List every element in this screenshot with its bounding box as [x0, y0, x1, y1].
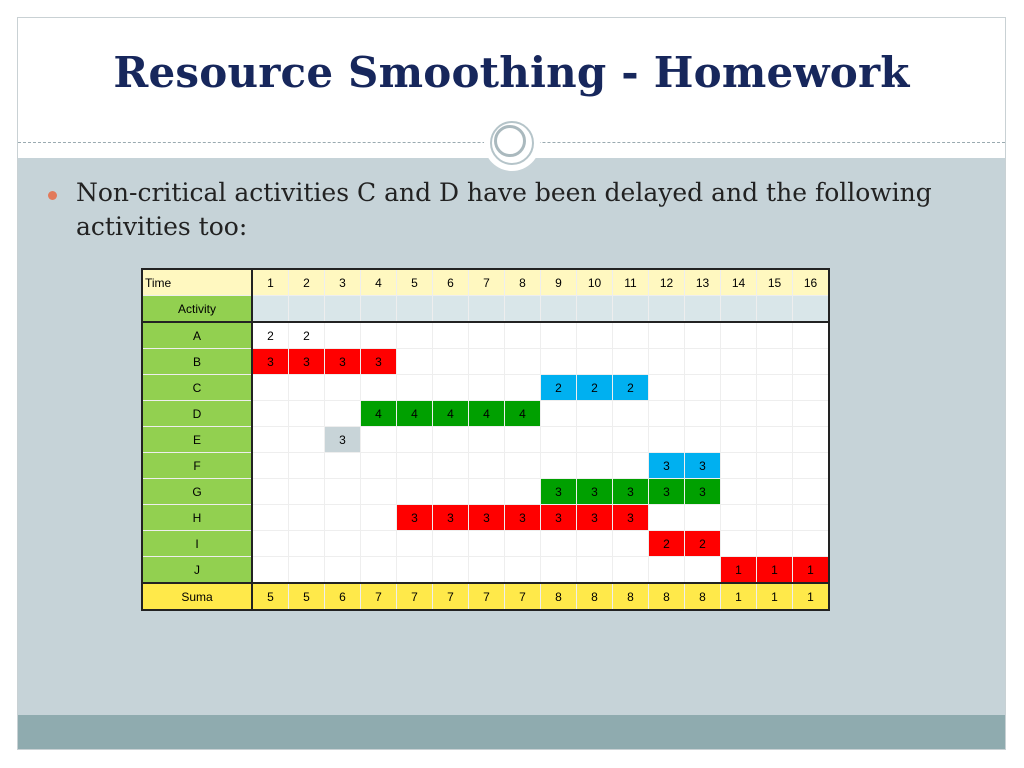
activity-name: E [142, 427, 252, 453]
sum-cell: 8 [649, 583, 685, 610]
resource-cell [757, 401, 793, 427]
resource-cell [541, 453, 577, 479]
resource-cell [505, 557, 541, 584]
resource-cell [613, 322, 649, 349]
activity-name: H [142, 505, 252, 531]
resource-cell [649, 322, 685, 349]
resource-cell: 2 [613, 375, 649, 401]
resource-cell [397, 479, 433, 505]
resource-cell [252, 427, 289, 453]
resource-cell [649, 401, 685, 427]
resource-cell [541, 427, 577, 453]
period-header-12: 12 [649, 269, 685, 296]
resource-cell [541, 349, 577, 375]
resource-cell [433, 479, 469, 505]
resource-cell [685, 322, 721, 349]
resource-cell: 3 [325, 427, 361, 453]
resource-cell: 1 [721, 557, 757, 584]
resource-cell [252, 453, 289, 479]
activity-header-blank [757, 296, 793, 323]
activity-row-a [142, 322, 829, 349]
resource-cell [793, 479, 830, 505]
resource-cell [793, 375, 830, 401]
resource-cell: 3 [541, 505, 577, 531]
period-header-4: 4 [361, 269, 397, 296]
activity-header-blank [577, 296, 613, 323]
resource-cell: 3 [505, 505, 541, 531]
resource-cell [685, 427, 721, 453]
sum-row [142, 583, 829, 610]
resource-cell [397, 322, 433, 349]
resource-cell [252, 479, 289, 505]
resource-cell [361, 375, 397, 401]
resource-cell [505, 349, 541, 375]
sum-cell: 8 [577, 583, 613, 610]
resource-cell [289, 427, 325, 453]
activity-row-b [142, 349, 829, 375]
activity-name: J [142, 557, 252, 584]
activity-row-e [142, 427, 829, 453]
resource-cell [361, 531, 397, 557]
resource-cell: 4 [433, 401, 469, 427]
resource-cell [577, 401, 613, 427]
resource-cell [325, 401, 361, 427]
resource-cell [252, 375, 289, 401]
resource-cell [469, 479, 505, 505]
activity-name: B [142, 349, 252, 375]
activity-name: D [142, 401, 252, 427]
resource-cell: 3 [433, 505, 469, 531]
resource-cell [793, 531, 830, 557]
resource-cell: 3 [577, 505, 613, 531]
resource-cell: 3 [685, 453, 721, 479]
resource-cell: 3 [397, 505, 433, 531]
activity-name: C [142, 375, 252, 401]
resource-cell: 2 [252, 322, 289, 349]
activity-name: G [142, 479, 252, 505]
sum-cell: 8 [685, 583, 721, 610]
resource-cell [721, 322, 757, 349]
sum-cell: 8 [541, 583, 577, 610]
resource-cell [397, 557, 433, 584]
resource-cell [397, 427, 433, 453]
sum-cell: 1 [793, 583, 830, 610]
resource-cell [397, 375, 433, 401]
resource-cell: 3 [289, 349, 325, 375]
resource-cell [613, 401, 649, 427]
period-header-13: 13 [685, 269, 721, 296]
activity-header-blank [252, 296, 289, 323]
sum-cell: 7 [361, 583, 397, 610]
resource-cell [289, 557, 325, 584]
resource-cell [721, 401, 757, 427]
ornament-inner-ring [494, 125, 526, 157]
sum-cell: 6 [325, 583, 361, 610]
resource-cell [325, 479, 361, 505]
resource-cell [325, 505, 361, 531]
activity-header-blank [793, 296, 830, 323]
resource-cell [433, 453, 469, 479]
activity-header-blank [289, 296, 325, 323]
resource-cell [649, 505, 685, 531]
resource-cell [649, 557, 685, 584]
period-header-10: 10 [577, 269, 613, 296]
period-header-2: 2 [289, 269, 325, 296]
sum-cell: 7 [469, 583, 505, 610]
resource-cell [721, 453, 757, 479]
resource-cell [252, 505, 289, 531]
resource-cell [325, 531, 361, 557]
activity-header-blank [397, 296, 433, 323]
resource-cell [613, 453, 649, 479]
resource-cell [757, 322, 793, 349]
resource-cell [793, 453, 830, 479]
sum-cell: 7 [505, 583, 541, 610]
resource-cell: 2 [685, 531, 721, 557]
resource-cell [505, 322, 541, 349]
period-header-1: 1 [252, 269, 289, 296]
resource-cell [757, 375, 793, 401]
activity-row-h [142, 505, 829, 531]
activity-header-blank [649, 296, 685, 323]
period-header-5: 5 [397, 269, 433, 296]
resource-cell [325, 375, 361, 401]
activity-header-blank [361, 296, 397, 323]
resource-cell: 3 [577, 479, 613, 505]
bullet-text: Non-critical activities C and D have been delayed and the following activities too: [76, 178, 932, 241]
resource-cell [721, 349, 757, 375]
activity-row-c [142, 375, 829, 401]
resource-cell [757, 531, 793, 557]
sum-label: Suma [142, 583, 252, 610]
resource-cell [649, 375, 685, 401]
resource-cell [505, 427, 541, 453]
resource-cell [325, 557, 361, 584]
resource-cell [361, 322, 397, 349]
resource-cell: 3 [685, 479, 721, 505]
resource-cell [613, 349, 649, 375]
resource-cell [685, 375, 721, 401]
resource-cell [433, 427, 469, 453]
resource-cell [685, 401, 721, 427]
resource-cell [793, 505, 830, 531]
resource-cell: 4 [397, 401, 433, 427]
resource-cell [649, 349, 685, 375]
resource-cell [613, 557, 649, 584]
period-header-16: 16 [793, 269, 830, 296]
resource-cell [721, 531, 757, 557]
activity-row-g [142, 479, 829, 505]
resource-cell [757, 453, 793, 479]
resource-cell: 4 [361, 401, 397, 427]
resource-cell: 3 [541, 479, 577, 505]
resource-cell [577, 453, 613, 479]
activity-row-f [142, 453, 829, 479]
resource-cell [541, 401, 577, 427]
sum-cell: 5 [289, 583, 325, 610]
resource-cell [721, 479, 757, 505]
sum-cell: 7 [397, 583, 433, 610]
resource-cell [361, 505, 397, 531]
resource-cell [433, 349, 469, 375]
resource-cell: 4 [505, 401, 541, 427]
activity-row-j [142, 557, 829, 584]
activity-label: Activity [142, 296, 252, 323]
slide [17, 17, 1006, 750]
resource-cell [469, 322, 505, 349]
period-header-6: 6 [433, 269, 469, 296]
resource-cell [757, 427, 793, 453]
activity-header-blank [613, 296, 649, 323]
resource-cell: 3 [613, 505, 649, 531]
resource-cell: 3 [649, 453, 685, 479]
sum-cell: 7 [433, 583, 469, 610]
resource-cell: 2 [577, 375, 613, 401]
activity-label-row [142, 296, 829, 323]
resource-cell: 3 [469, 505, 505, 531]
header-row [142, 269, 829, 296]
resource-cell: 2 [541, 375, 577, 401]
resource-cell [793, 322, 830, 349]
resource-cell [757, 505, 793, 531]
resource-cell [289, 401, 325, 427]
resource-cell: 3 [361, 349, 397, 375]
resource-cell: 3 [325, 349, 361, 375]
activity-row-d [142, 401, 829, 427]
resource-cell [577, 322, 613, 349]
activity-header-blank [541, 296, 577, 323]
resource-cell [685, 505, 721, 531]
slide-title: Resource Smoothing - Homework [113, 48, 910, 97]
resource-cell [469, 375, 505, 401]
activity-header-blank [685, 296, 721, 323]
resource-cell [613, 531, 649, 557]
activity-header-blank [469, 296, 505, 323]
resource-cell: 2 [289, 322, 325, 349]
resource-cell: 3 [252, 349, 289, 375]
resource-cell [685, 349, 721, 375]
resource-cell [577, 349, 613, 375]
resource-cell [721, 505, 757, 531]
resource-cell [289, 375, 325, 401]
resource-cell [613, 427, 649, 453]
period-header-8: 8 [505, 269, 541, 296]
resource-cell [505, 453, 541, 479]
resource-cell [325, 322, 361, 349]
resource-cell [577, 427, 613, 453]
resource-cell [649, 427, 685, 453]
period-header-9: 9 [541, 269, 577, 296]
period-header-15: 15 [757, 269, 793, 296]
resource-cell [325, 453, 361, 479]
sum-cell: 1 [757, 583, 793, 610]
resource-cell [289, 505, 325, 531]
activity-header-blank [325, 296, 361, 323]
resource-cell [469, 427, 505, 453]
time-label: Time [142, 269, 252, 296]
resource-cell [361, 427, 397, 453]
activity-name: I [142, 531, 252, 557]
resource-cell [793, 349, 830, 375]
resource-cell [469, 349, 505, 375]
resource-cell: 2 [649, 531, 685, 557]
activity-name: A [142, 322, 252, 349]
resource-cell [469, 531, 505, 557]
resource-cell [541, 557, 577, 584]
circle-ornament-icon [484, 115, 540, 171]
resource-cell [505, 531, 541, 557]
resource-cell: 3 [613, 479, 649, 505]
activity-header-blank [721, 296, 757, 323]
sum-cell: 5 [252, 583, 289, 610]
sum-cell: 1 [721, 583, 757, 610]
resource-cell [541, 322, 577, 349]
resource-cell [433, 375, 469, 401]
resource-cell [433, 531, 469, 557]
resource-cell [793, 427, 830, 453]
resource-cell [361, 453, 397, 479]
resource-cell [252, 557, 289, 584]
sum-cell: 8 [613, 583, 649, 610]
bullet-dot-icon [48, 191, 57, 200]
resource-cell [397, 453, 433, 479]
period-header-7: 7 [469, 269, 505, 296]
footer-band [18, 715, 1005, 749]
resource-cell [469, 453, 505, 479]
resource-cell [361, 557, 397, 584]
resource-cell [397, 531, 433, 557]
resource-cell [252, 401, 289, 427]
resource-cell [541, 531, 577, 557]
resource-cell [577, 531, 613, 557]
resource-cell [361, 479, 397, 505]
resource-cell [721, 375, 757, 401]
resource-schedule-table [141, 268, 830, 611]
resource-cell: 4 [469, 401, 505, 427]
resource-cell [757, 479, 793, 505]
resource-cell [397, 349, 433, 375]
resource-cell [433, 557, 469, 584]
activity-header-blank [505, 296, 541, 323]
resource-cell [757, 349, 793, 375]
resource-cell [505, 375, 541, 401]
resource-cell: 3 [649, 479, 685, 505]
resource-cell [289, 479, 325, 505]
activity-name: F [142, 453, 252, 479]
resource-cell [505, 479, 541, 505]
resource-cell [252, 531, 289, 557]
resource-cell: 1 [757, 557, 793, 584]
resource-cell: 1 [793, 557, 830, 584]
resource-cell [577, 557, 613, 584]
period-header-11: 11 [613, 269, 649, 296]
period-header-14: 14 [721, 269, 757, 296]
resource-cell [685, 557, 721, 584]
activity-header-blank [433, 296, 469, 323]
resource-cell [721, 427, 757, 453]
resource-cell [469, 557, 505, 584]
activity-row-i [142, 531, 829, 557]
period-header-3: 3 [325, 269, 361, 296]
resource-cell [289, 453, 325, 479]
resource-cell [289, 531, 325, 557]
resource-cell [793, 401, 830, 427]
resource-cell [433, 322, 469, 349]
